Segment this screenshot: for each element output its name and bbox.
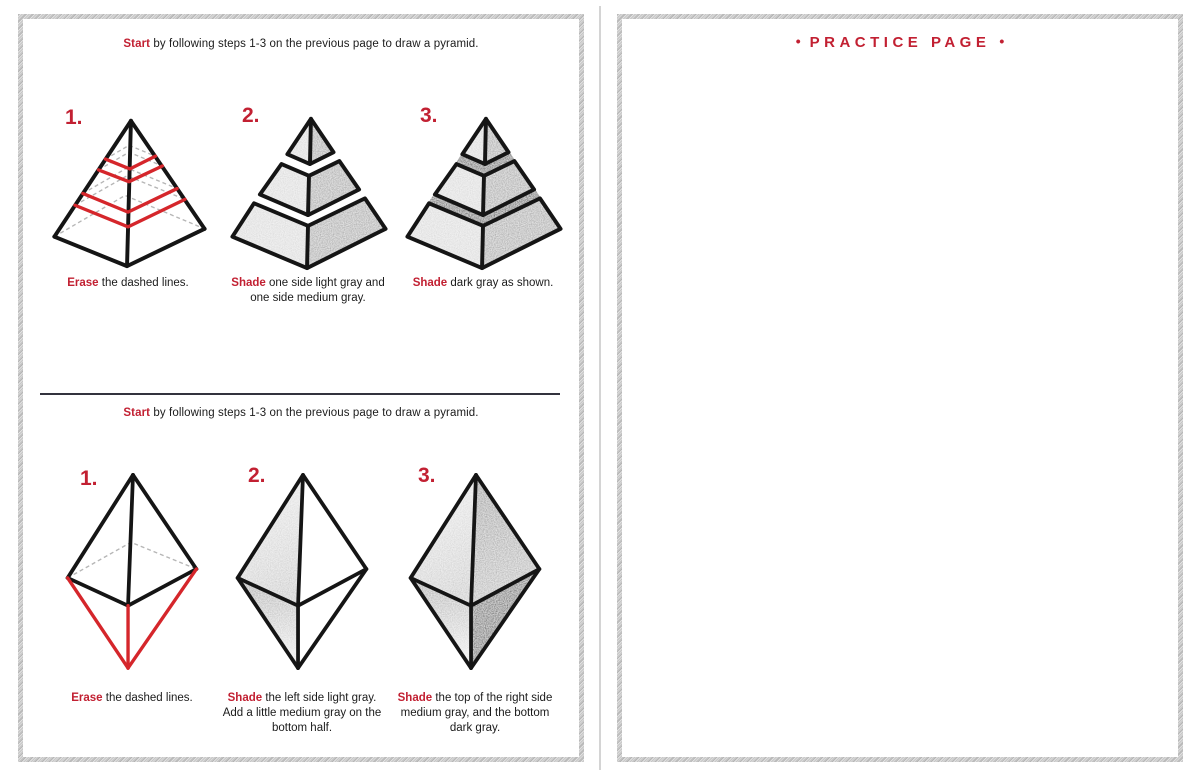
step-number: 3.	[420, 104, 438, 127]
intro-lead-word: Start	[123, 407, 151, 419]
practice-page-header	[622, 34, 1178, 52]
caption-lead-word: Shade	[397, 692, 433, 704]
caption-octahedron-step-2	[212, 691, 392, 737]
caption-rest-text: the top of the right side medium gray, and the bottom dark gray.	[400, 692, 553, 735]
pyramid-step-1-figure	[43, 111, 213, 273]
caption-lead-word: Shade	[412, 277, 448, 289]
section-divider	[40, 393, 560, 395]
caption-lead-word: Erase	[67, 277, 99, 289]
step-number: 2.	[242, 104, 260, 127]
caption-pyramid-step-2	[218, 276, 398, 306]
caption-rest-text: one side light gray and one side medium gray.	[250, 277, 385, 305]
caption-rest-text: the dashed lines.	[98, 277, 189, 289]
caption-lead-word: Erase	[71, 692, 103, 704]
bullet-icon: •	[999, 33, 1005, 49]
octahedron-step-1	[42, 465, 222, 677]
right-page	[617, 14, 1183, 762]
step-number: 2.	[248, 464, 266, 487]
octahedron-step-1-figure	[57, 467, 207, 675]
step-number: 1.	[80, 467, 98, 490]
bullet-icon: •	[795, 33, 801, 49]
caption-pyramid-step-3	[393, 276, 573, 291]
step-number: 1.	[65, 106, 83, 129]
pyramid-step-3	[393, 105, 573, 277]
caption-rest-text: the dashed lines.	[102, 692, 193, 704]
step-number: 3.	[418, 464, 436, 487]
pyramid-step-1	[38, 105, 218, 277]
octahedron-step-3	[385, 465, 565, 677]
caption-lead-word: Shade	[231, 277, 266, 289]
book-spine	[599, 6, 601, 770]
caption-octahedron-step-3	[385, 691, 565, 737]
octahedron-step-2-figure	[227, 464, 377, 675]
left-page	[18, 14, 584, 762]
octahedron-step-3-figure	[400, 464, 550, 675]
octahedron-figure-row	[23, 465, 579, 677]
intro-rest-text: by following steps 1-3 on the previous page to draw a pyramid.	[150, 407, 479, 419]
intro-instruction-octahedron	[23, 407, 579, 419]
pyramid-figure-row	[23, 105, 579, 277]
caption-rest-text: dark gray as shown.	[447, 277, 554, 289]
intro-lead-word: Start	[123, 38, 151, 50]
intro-rest-text: by following steps 1-3 on the previous page to draw a pyramid.	[150, 38, 479, 50]
caption-lead-word: Shade	[227, 692, 263, 704]
pyramid-step-2-figure	[223, 111, 393, 273]
pyramid-step-3-figure	[398, 111, 568, 273]
octahedron-step-2	[212, 465, 392, 677]
caption-rest-text: the left side light gray. Add a little medium gray on the bottom half.	[222, 692, 382, 735]
caption-octahedron-step-1	[42, 691, 222, 706]
intro-instruction-pyramid	[23, 38, 579, 50]
caption-pyramid-step-1	[38, 276, 218, 291]
practice-page-title: PRACTICE PAGE	[809, 34, 991, 51]
pyramid-step-2	[218, 105, 398, 277]
